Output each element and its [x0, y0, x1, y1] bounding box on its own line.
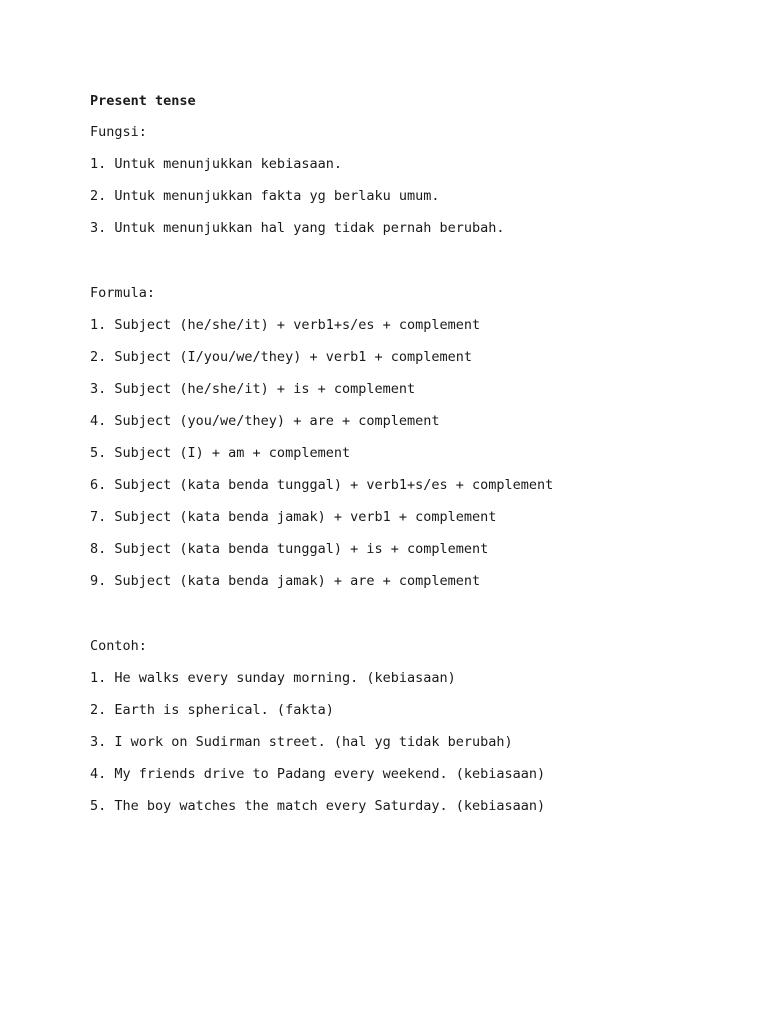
formula-item: 2. Subject (I/you/we/they) + verb1 + complement [90, 348, 473, 365]
formula-item: 3. Subject (he/she/it) + is + complement [90, 380, 416, 397]
formula-item: 4. Subject (you/we/they) + are + complement [90, 412, 440, 429]
formula-item: 8. Subject (kata benda tunggal) + is + complement [90, 541, 489, 558]
contoh-item: 2. Earth is spherical. (fakta) [90, 701, 334, 718]
formula-item: 1. Subject (he/she/it) + verb1+s/es + complement [90, 316, 481, 333]
contoh-item: 4. My friends drive to Padang every weekend. (kebiasaan) [90, 766, 546, 783]
contoh-heading: Contoh: [90, 637, 147, 654]
fungsi-heading: Fungsi: [90, 124, 147, 140]
document-page [90, 91, 730, 828]
contoh-item: 5. The boy watches the match every Saturday. (kebiasaan) [90, 798, 546, 815]
fungsi-item: 2. Untuk menunjukkan fakta yg berlaku umum. [90, 188, 440, 205]
formula-item: 6. Subject (kata benda tunggal) + verb1+s/es + complement [90, 477, 554, 494]
contoh-item: 1. He walks every sunday morning. (kebiasaan) [90, 669, 456, 686]
section-spacer [90, 604, 730, 636]
formula-item: 9. Subject (kata benda jamak) + are + complement [90, 573, 481, 590]
formula-heading: Formula: [90, 284, 156, 301]
section-spacer [90, 250, 730, 282]
formula-item: 7. Subject (kata benda jamak) + verb1 + complement [90, 509, 497, 526]
document-title: Present tense [90, 93, 196, 109]
contoh-item: 3. I work on Sudirman street. (hal yg tidak berubah) [90, 733, 513, 750]
formula-item: 5. Subject (I) + am + complement [90, 445, 351, 462]
fungsi-item: 1. Untuk menunjukkan kebiasaan. [90, 156, 342, 173]
fungsi-item: 3. Untuk menunjukkan hal yang tidak pernah berubah. [90, 220, 505, 237]
